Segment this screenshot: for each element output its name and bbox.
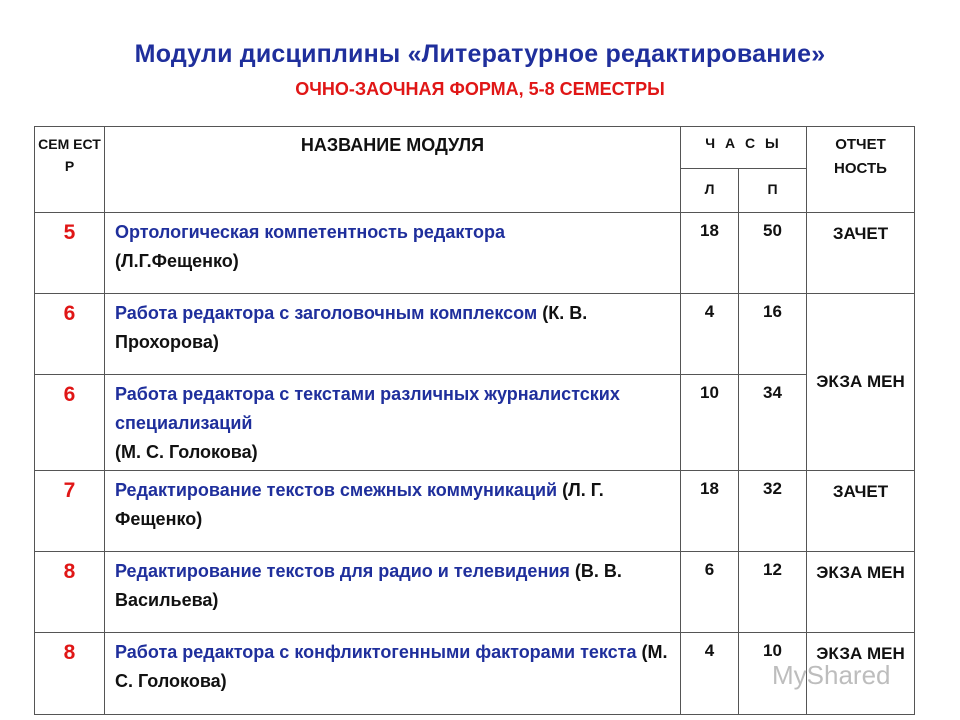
module-cell xyxy=(105,375,681,471)
semester-cell: 7 xyxy=(35,471,105,552)
module-author: (М. С. Голокова) xyxy=(115,642,668,691)
report-cell: ЗАЧЕТ xyxy=(807,213,915,294)
module-cell xyxy=(105,633,681,715)
module-author: (Л. Г. Фещенко) xyxy=(115,480,604,529)
module-author: (М. С. Голокова) xyxy=(115,442,258,462)
module-author: (Л.Г.Фещенко) xyxy=(115,251,239,271)
header-report: ОТЧЕТ НОСТЬ xyxy=(807,127,915,213)
table-header-row xyxy=(35,127,915,169)
module-title: Работа редактора с конфликтогенными факторами текста xyxy=(115,642,637,662)
header-module: НАЗВАНИЕ МОДУЛЯ xyxy=(105,127,681,213)
module-title: Редактирование текстов для радио и телевидения xyxy=(115,561,570,581)
semester-cell: 8 xyxy=(35,633,105,715)
watermark-logo: MyShared xyxy=(772,660,891,690)
module-cell xyxy=(105,213,681,294)
header-hours: Ч А С Ы xyxy=(681,127,807,169)
lectures-cell: 4 xyxy=(681,633,739,715)
table-row xyxy=(35,471,915,552)
table-row xyxy=(35,552,915,633)
semester-cell: 6 xyxy=(35,375,105,471)
semester-cell: 6 xyxy=(35,294,105,375)
module-author: (К. В. Прохорова) xyxy=(115,303,588,352)
module-cell xyxy=(105,471,681,552)
practice-cell: 12 xyxy=(739,552,807,633)
module-cell xyxy=(105,294,681,375)
header-semester: СЕМ ЕСТ Р xyxy=(35,127,105,213)
lectures-cell: 4 xyxy=(681,294,739,375)
practice-cell: 34 xyxy=(739,375,807,471)
module-cell xyxy=(105,552,681,633)
lectures-cell: 10 xyxy=(681,375,739,471)
report-cell: ЭКЗА МЕН xyxy=(807,294,915,471)
lectures-cell: 18 xyxy=(681,471,739,552)
semester-cell: 8 xyxy=(35,552,105,633)
page-title: Модули дисциплины «Литературное редактирование» xyxy=(134,40,826,68)
semester-cell: 5 xyxy=(35,213,105,294)
report-cell: ЭКЗА МЕН xyxy=(807,633,915,715)
module-author: (В. В. Васильева) xyxy=(115,561,622,610)
page-subtitle: ОЧНО-ЗАОЧНАЯ ФОРМА, 5-8 СЕМЕСТРЫ xyxy=(295,79,665,99)
table-row xyxy=(35,375,915,471)
table-row xyxy=(35,294,915,375)
practice-cell: 10 xyxy=(739,633,807,715)
lectures-cell: 6 xyxy=(681,552,739,633)
module-title: Редактирование текстов смежных коммуникаций xyxy=(115,480,558,500)
module-title: Работа редактора с текстами различных журналистских специализаций xyxy=(115,384,620,433)
report-cell: ЭКЗА МЕН xyxy=(807,552,915,633)
table-row xyxy=(35,213,915,294)
practice-cell: 50 xyxy=(739,213,807,294)
modules-table xyxy=(34,126,915,715)
report-cell: ЗАЧЕТ xyxy=(807,471,915,552)
practice-cell: 16 xyxy=(739,294,807,375)
header-practice: П xyxy=(739,169,807,213)
header-lectures: Л xyxy=(681,169,739,213)
practice-cell: 32 xyxy=(739,471,807,552)
module-title: Ортологическая компетентность редактора xyxy=(115,222,505,242)
lectures-cell: 18 xyxy=(681,213,739,294)
module-title: Работа редактора с заголовочным комплексом xyxy=(115,303,538,323)
